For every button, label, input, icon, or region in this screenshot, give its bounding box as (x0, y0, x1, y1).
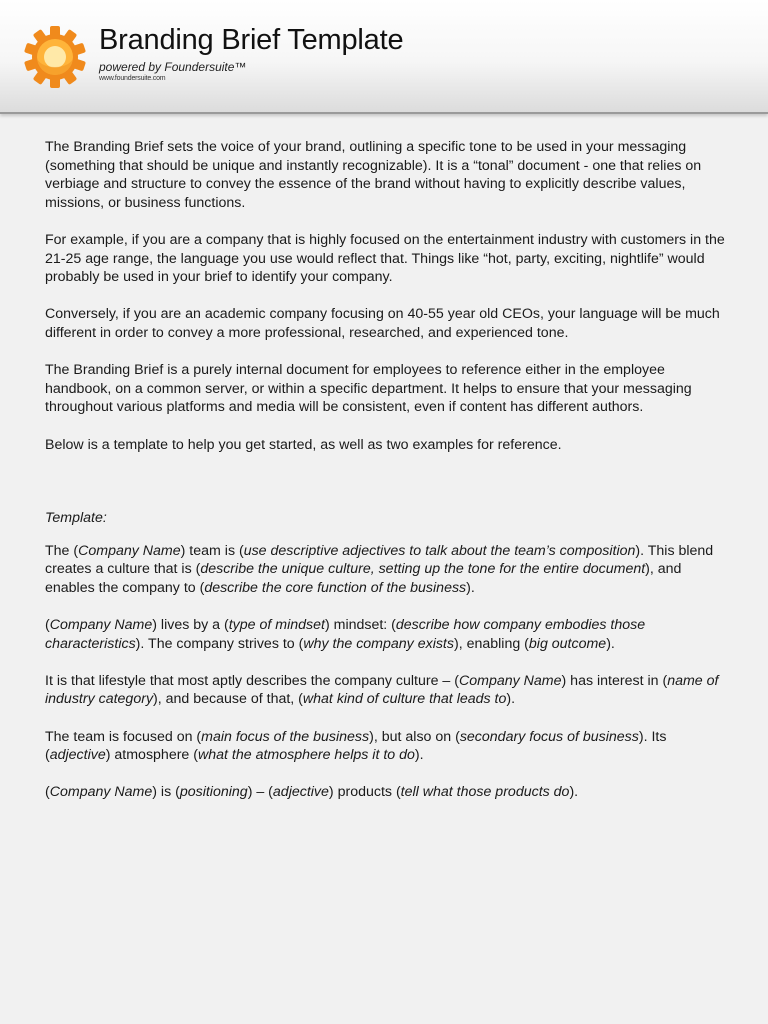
template-sentence-4: The team is focused on (main focus of the business), but also on (secondary focus of business). Its (adjective) atmosphere (what the atmosphere helps it to do). (45, 728, 667, 764)
template-sentence-5: (Company Name) is (positioning) – (adjective) products (tell what those products do). (45, 784, 579, 801)
template-sentence-2: (Company Name) lives by a (type of mindset) mindset: (describe how company embodies those characteristics). The company strives to (why the company exists), enabling (big outcome). (45, 617, 646, 652)
website-url: www.foundersuite.com (99, 75, 166, 82)
document-header (0, 0, 768, 114)
powered-by-label: powered by Foundersuite™ (99, 60, 247, 74)
intro-paragraph-2: For example, if you are a company that is highly focused on the entertainment industry with customers in the 21-25 age range, the language you use would reflect that. Things like “hot, party, exciting, nightlife” would probably be used in your brief to identify your company. (45, 231, 725, 286)
document-body (45, 138, 725, 821)
intro-paragraph-4: The Branding Brief is a purely internal document for employees to reference either in the employee handbook, on a common server, or within a specific department. It helps to ensure that your messaging throughout various platforms and media will be consistent, even if content has different authors. (45, 362, 692, 416)
template-sentence-3: It is that lifestyle that most aptly describes the company culture – (Company Name) has interest in (name of industry category), and because of that, (what kind of culture that leads to). (45, 672, 719, 708)
intro-paragraph-5: Below is a template to help you get started, as well as two examples for reference. (45, 436, 562, 453)
foundersuite-gear-logo-icon (24, 26, 86, 88)
intro-paragraph-3: Conversely, if you are an academic company focusing on 40-55 year old CEOs, your language will be much different in order to convey a more professional, researched, and experienced tone. (45, 306, 720, 341)
template-sentence-1: The (Company Name) team is (use descriptive adjectives to talk about the team’s composition). This blend creates a culture that is (describe the unique culture, setting up the tone for the entire document), and enables the company to (describe the core function of the business). (45, 542, 714, 596)
intro-paragraph-1: The Branding Brief sets the voice of your brand, outlining a specific tone to be used in your messaging (something that should be unique and instantly recognizable). It is a “tonal” document - one that relies on verbiage and structure to convey the essence of the brand without having to explicitly describe values, missions, or business functions. (45, 139, 702, 211)
template-label: Template: (45, 510, 107, 527)
document-title: Branding Brief Template (99, 24, 404, 56)
